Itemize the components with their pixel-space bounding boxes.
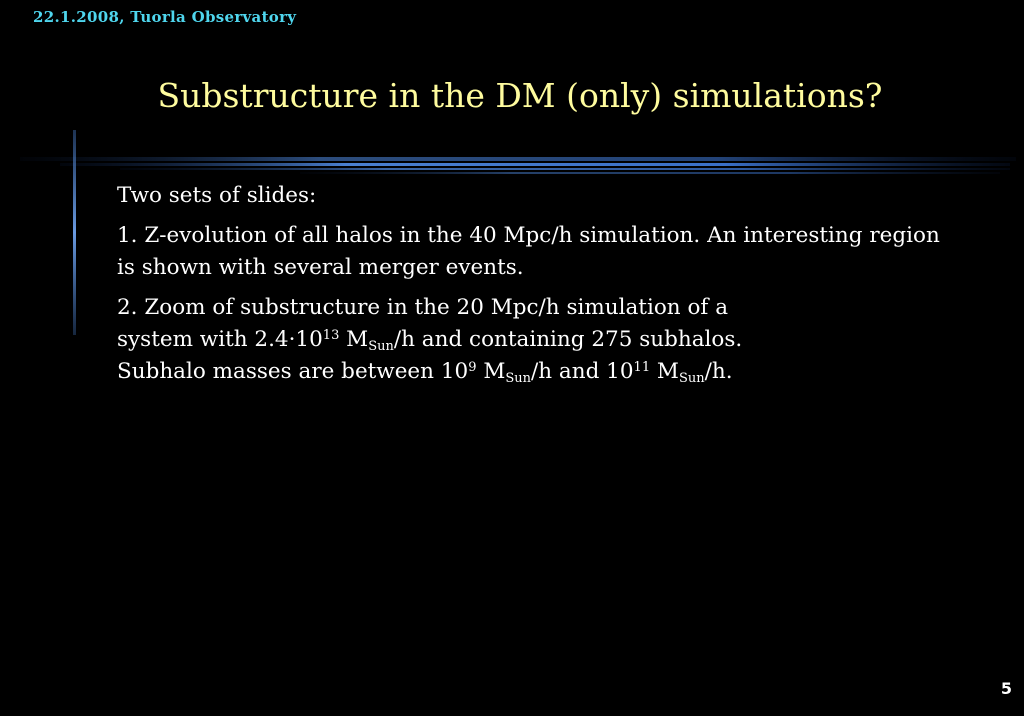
page-number: 5 (1000, 679, 1012, 698)
item-2-text: 2. Zoom of substructure in the 20 Mpc/h simulation of a system with $2.4\cdot 10^{13}$ $M_{Sun}/h$ and containing 275 subhalos. Subhalo masses are between $10^9$ $M_{Sun}/h$ and $10^{11}$ $M_{Sun}/h$. (117, 295, 743, 386)
item-1-text: 1. Z-evolution of all halos in the 40 Mpc/h simulation. An interesting region is shown with several merger events. (117, 223, 940, 280)
slide-header: 22.1.2008, Tuorla Observatory (33, 8, 297, 26)
slide-body (117, 180, 957, 396)
slide-title: Substructure in the DM (only) simulations? (157, 76, 883, 115)
intro-text: Two sets of slides: (117, 183, 317, 208)
